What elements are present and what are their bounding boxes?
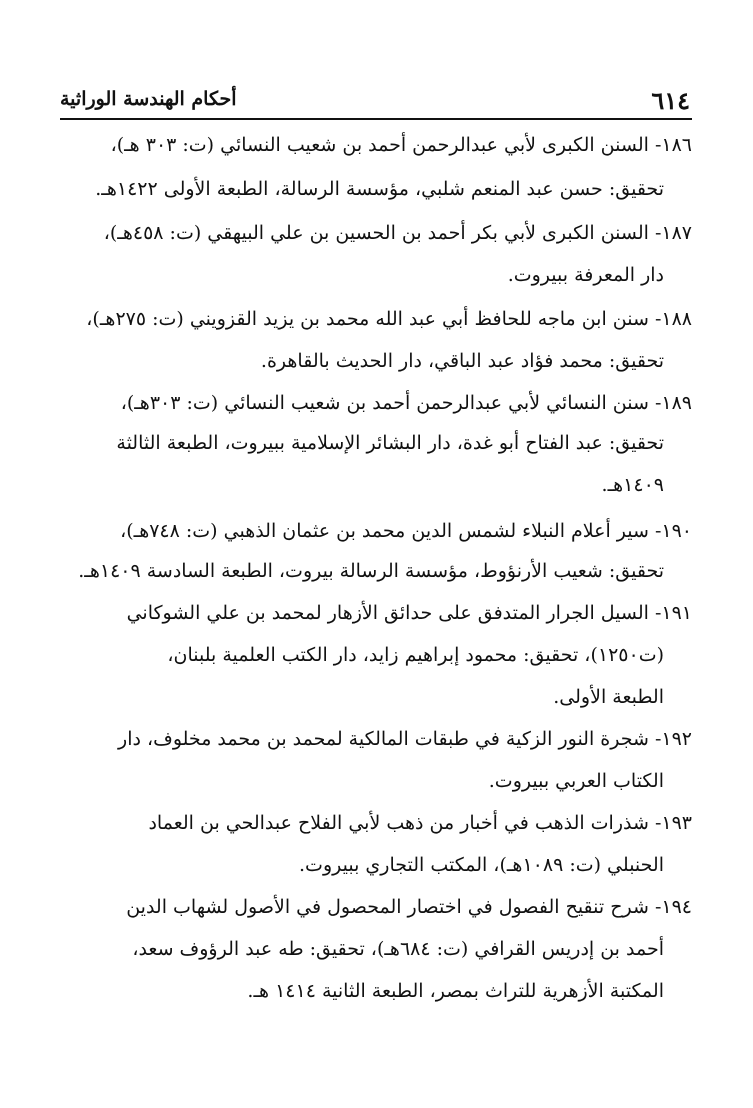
running-title: أحكام الهندسة الوراثية — [60, 88, 237, 110]
bibliography-line: المكتبة الأزهرية للتراث بمصر، الطبعة الثانية ١٤١٤ هـ. — [247, 980, 664, 1002]
bibliography-line: الحنبلي (ت: ١٠٨٩هـ)، المكتب التجاري ببيروت. — [299, 854, 664, 876]
bibliography-line: تحقيق: محمد فؤاد عبد الباقي، دار الحديث بالقاهرة. — [260, 350, 664, 372]
bibliography-line: (ت١٢٥٠)، تحقيق: محمود إبراهيم زايد، دار الكتب العلمية بلبنان، — [167, 644, 664, 666]
bibliography-line: ١٩٤- شرح تنقيح الفصول في اختصار المحصول في الأصول لشهاب الدين — [126, 896, 692, 918]
bibliography-line: ١٩٣- شذرات الذهب في أخبار من ذهب لأبي الفلاح عبدالحي بن العماد — [148, 812, 692, 834]
bibliography-line: ١٩٠- سير أعلام النبلاء لشمس الدين محمد بن عثمان الذهبي (ت: ٧٤٨هـ)، — [120, 520, 692, 542]
bibliography-line: ١٤٠٩هـ. — [601, 474, 664, 496]
page-header — [60, 84, 690, 118]
bibliography-line: دار المعرفة ببيروت. — [507, 264, 664, 286]
bibliography-line: ١٨٧- السنن الكبرى لأبي بكر أحمد بن الحسين بن علي البيهقي (ت: ٤٥٨هـ)، — [103, 222, 692, 244]
bibliography-line: أحمد بن إدريس القرافي (ت: ٦٨٤هـ)، تحقيق: طه عبد الرؤوف سعد، — [132, 938, 664, 960]
bibliography-line: ١٩١- السيل الجرار المتدفق على حدائق الأزهار لمحمد بن علي الشوكاني — [126, 602, 692, 624]
bibliography-line: تحقيق: شعيب الأرنؤوط، مؤسسة الرسالة بيروت، الطبعة السادسة ١٤٠٩هـ. — [78, 560, 664, 582]
bibliography-line: الكتاب العربي ببيروت. — [488, 770, 664, 792]
bibliography-line: ١٨٦- السنن الكبرى لأبي عبدالرحمن أحمد بن شعيب النسائي (ت: ٣٠٣ هـ)، — [110, 134, 692, 156]
bibliography-line: الطبعة الأولى. — [553, 686, 664, 708]
bibliography-line: ١٩٢- شجرة النور الزكية في طبقات المالكية لمحمد بن محمد مخلوف، دار — [118, 728, 692, 750]
bibliography-line: تحقيق: حسن عبد المنعم شلبي، مؤسسة الرسالة، الطبعة الأولى ١٤٢٢هـ. — [95, 178, 664, 200]
page-number: ٦١٤ — [651, 86, 690, 115]
bibliography-line: ١٨٨- سنن ابن ماجه للحافظ أبي عبد الله محمد بن يزيد القزويني (ت: ٢٧٥هـ)، — [86, 308, 692, 330]
header-rule — [60, 118, 692, 120]
bibliography-line: تحقيق: عبد الفتاح أبو غدة، دار البشائر الإسلامية ببيروت، الطبعة الثالثة — [116, 432, 664, 454]
bibliography-line: ١٨٩- سنن النسائي لأبي عبدالرحمن أحمد بن شعيب النسائي (ت: ٣٠٣هـ)، — [120, 392, 692, 414]
